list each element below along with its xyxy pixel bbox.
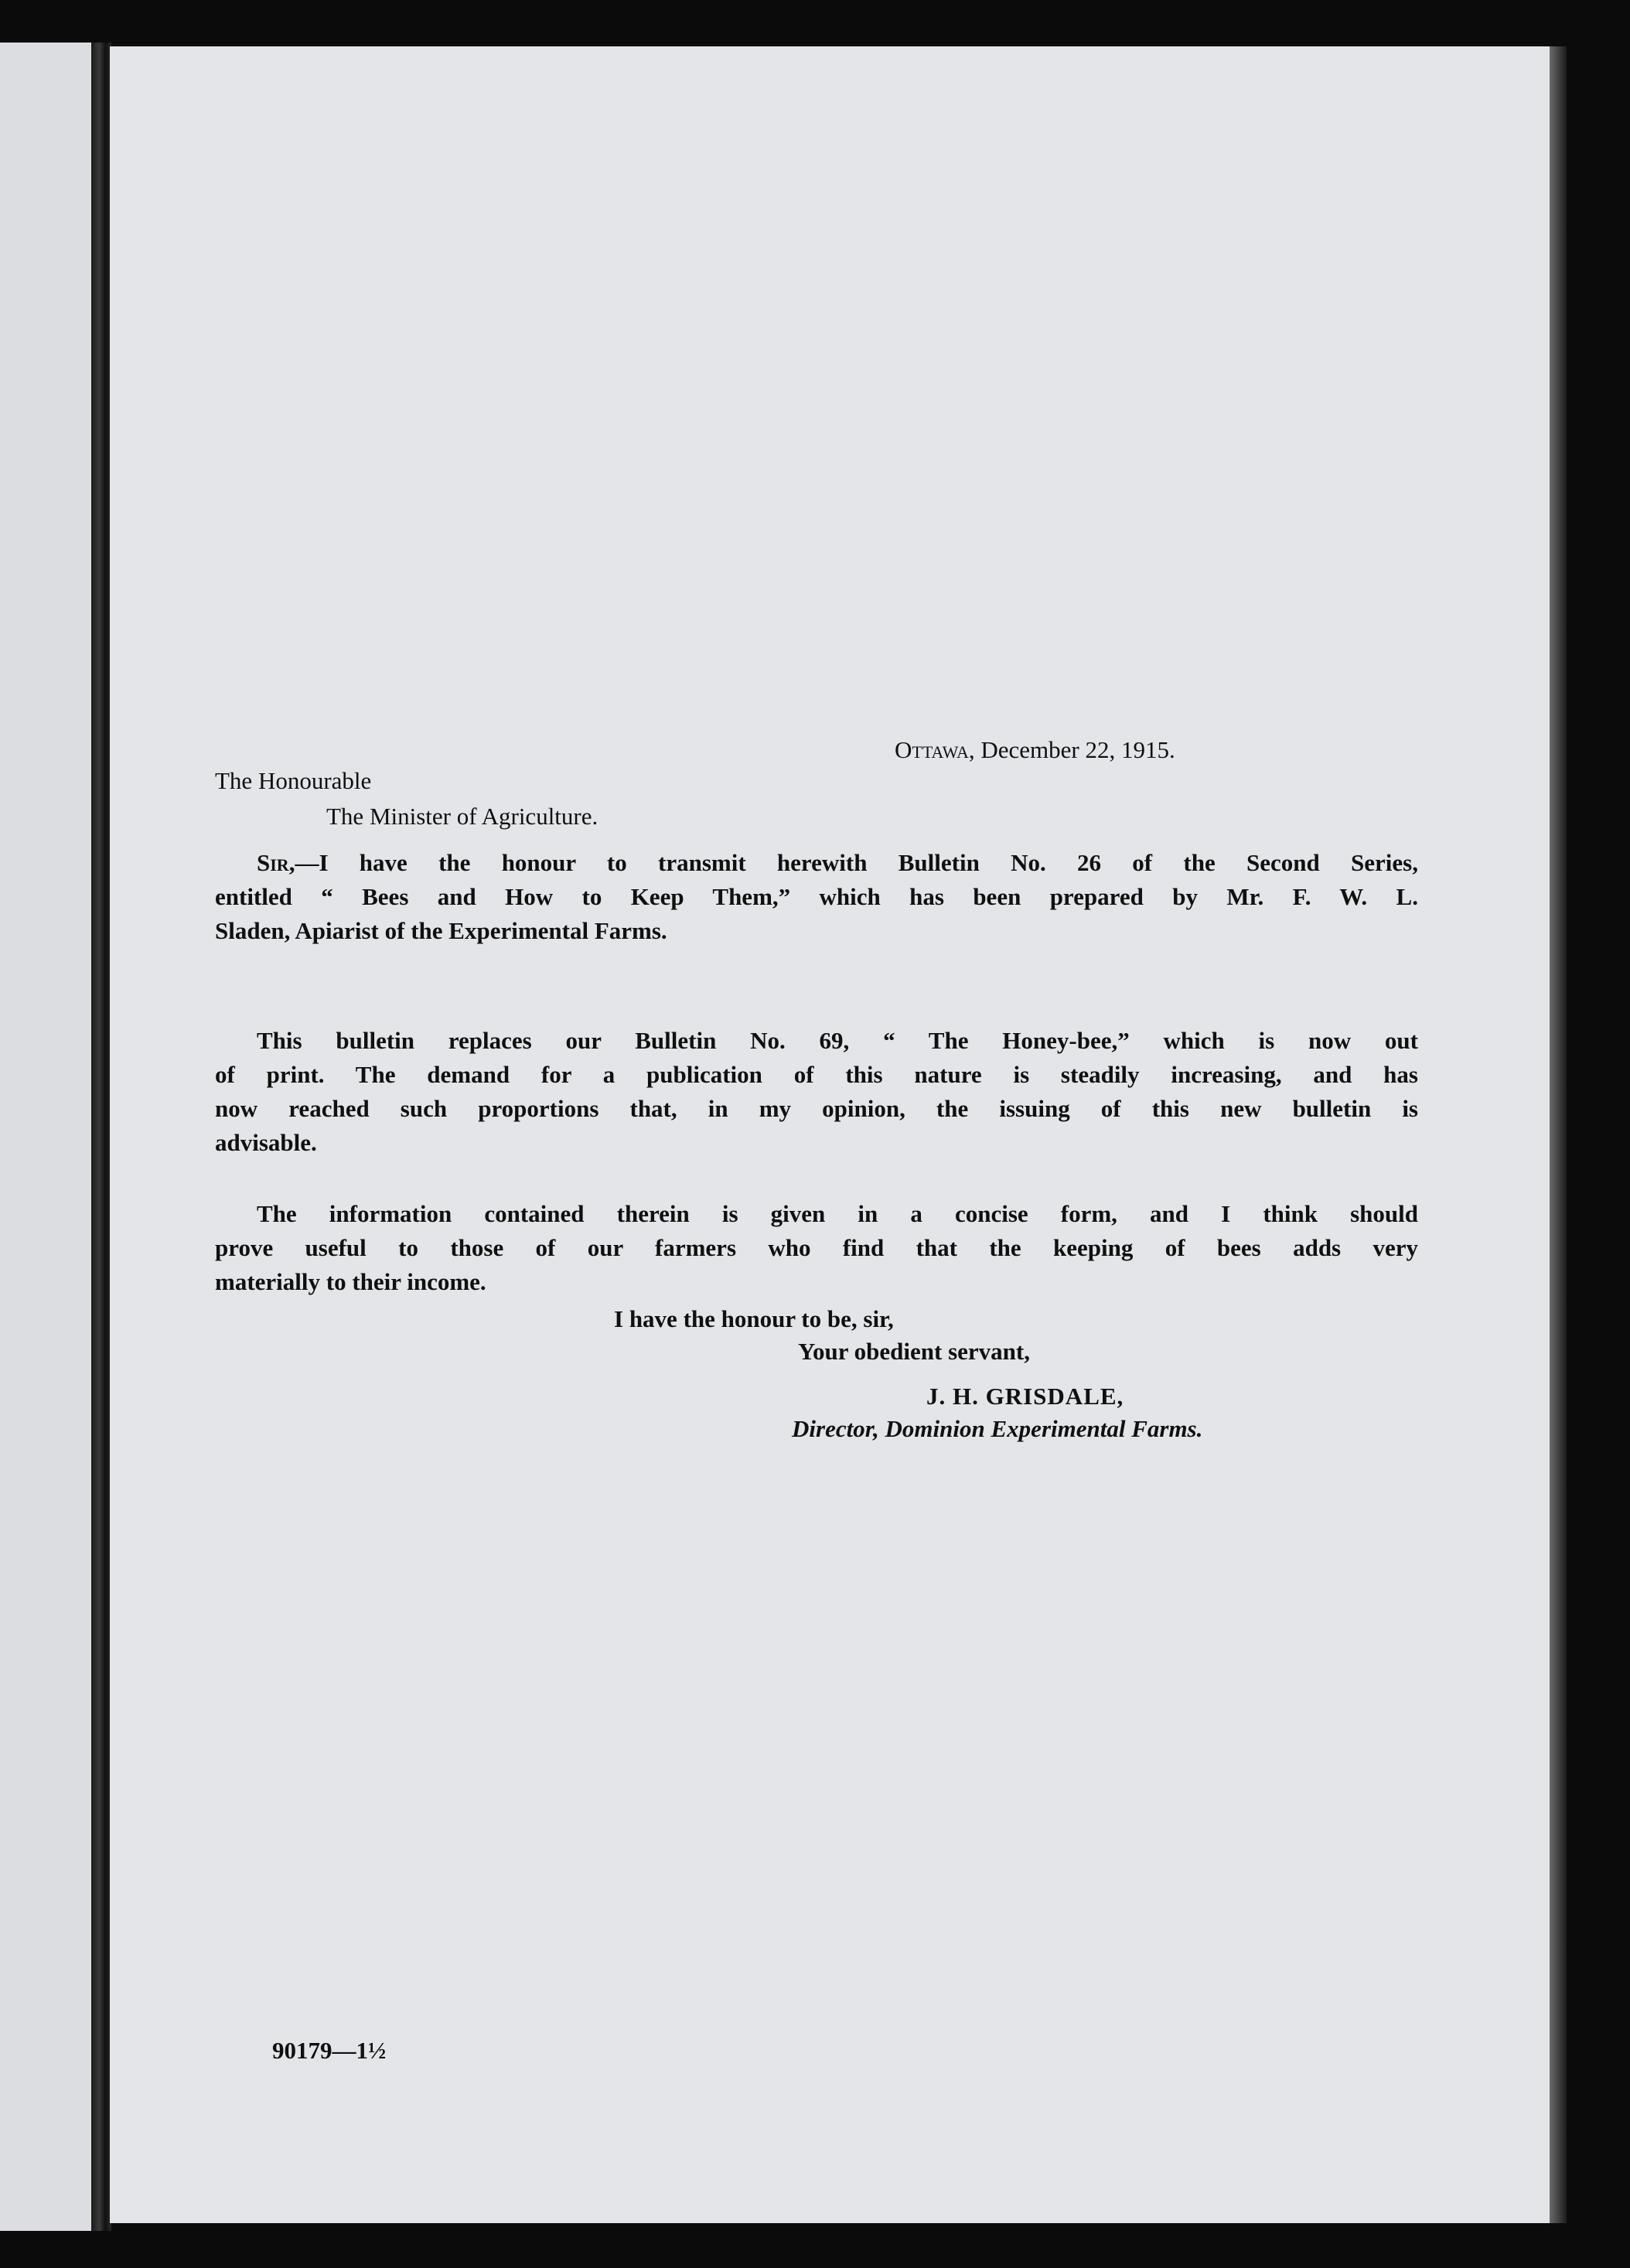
footer-code: 90179—1½: [272, 2037, 387, 2064]
paragraph-1-line-3: Sladen, Apiarist of the Experimental Farms.: [215, 917, 667, 944]
salutation: Sir,: [257, 849, 295, 876]
book-gutter: [91, 43, 111, 2231]
adjacent-page-edge: [0, 43, 99, 2231]
signature-title: Director, Dominion Experimental Farms.: [792, 1415, 1203, 1442]
dateline: [895, 735, 1175, 766]
closing-line-2: Your obedient servant,: [798, 1338, 1030, 1365]
paragraph-2: [215, 1024, 1418, 1160]
signature-name: J. H. GRISDALE,: [926, 1383, 1124, 1410]
dateline-date: , December 22, 1915.: [968, 736, 1175, 763]
paragraph-1-line-2: entitled “ Bees and How to Keep Them,” which has been prepared by Mr. F. W. L.: [215, 883, 1418, 910]
paragraph-2-line-3: now reached such proportions that, in my opinion, the issuing of this new bulletin is: [215, 1095, 1418, 1122]
addressee-line-1: The Honourable: [215, 767, 372, 794]
closing-line-1: I have the honour to be, sir,: [614, 1305, 894, 1332]
paragraph-3-line-1: The information contained therein is given in a concise form, and I think should: [257, 1200, 1418, 1227]
paragraph-2-line-4: advisable.: [215, 1129, 317, 1156]
dateline-place: Ottawa: [895, 736, 969, 763]
paragraph-3-line-2: prove useful to those of our farmers who find that the keeping of bees adds very: [215, 1234, 1418, 1261]
paragraph-1-line-1: [215, 846, 1418, 880]
paragraph-3: [215, 1197, 1418, 1299]
paragraph-2-line-2: of print. The demand for a publication of this nature is steadily increasing, and has: [215, 1061, 1418, 1088]
addressee-line-2: The Minister of Agriculture.: [326, 803, 598, 830]
paragraph-2-line-1: This bulletin replaces our Bulletin No. 69, “ The Honey-bee,” which is now out: [257, 1027, 1418, 1054]
paragraph-1: [215, 846, 1418, 948]
page-right-edge: [1550, 46, 1567, 2223]
letter-page: [110, 46, 1550, 2223]
paragraph-1-line-1-text: —I have the honour to transmit herewith Bulletin No. 26 of the Second Series,: [295, 849, 1418, 876]
paragraph-3-line-3: materially to their income.: [215, 1268, 486, 1295]
